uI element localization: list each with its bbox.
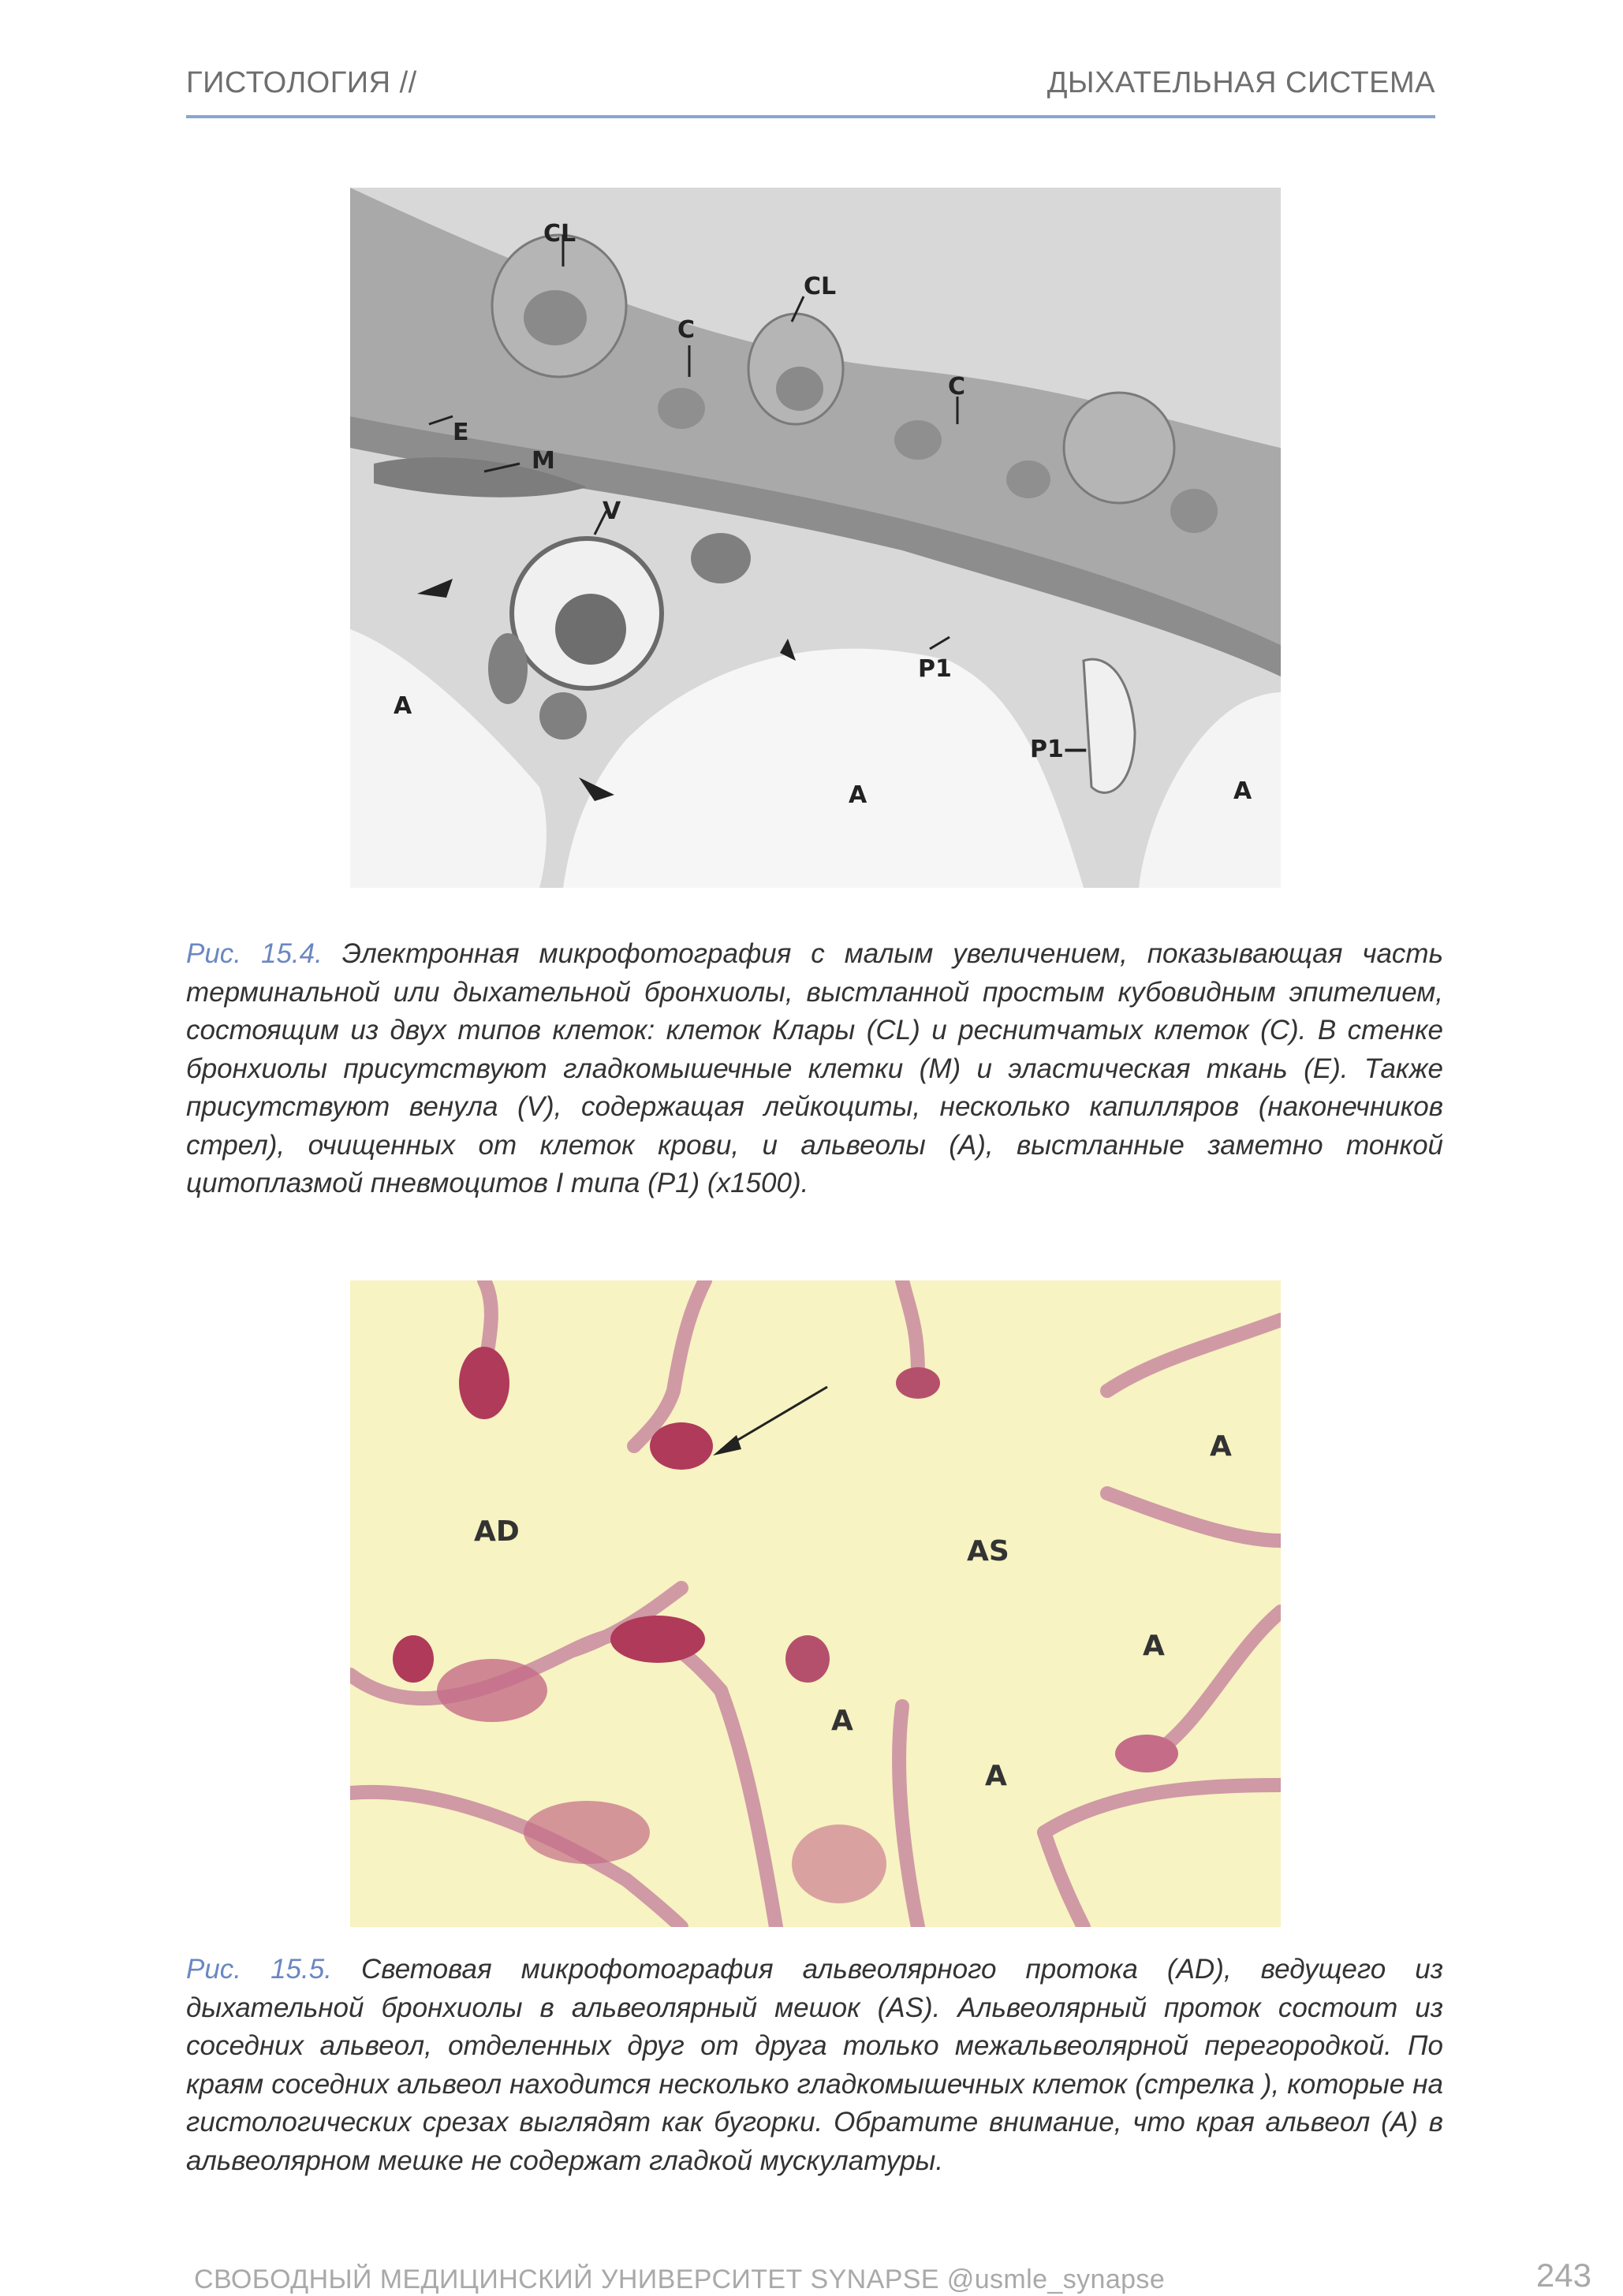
caption-text: Световая микрофотография альвеолярного протока (AD), ведущего из дыхательной бронхиолы в альвеолярный мешок (AS). Альвеолярный проток состоит из соседних альвеол, отделенных друг от друга только межальвеолярной перегородкой. По краям соседних альвеол находится несколько гладкомышечных клеток (стрелка ), которые на гистологических срезах выглядят как бугорки. Обратите внимание, что края альвеол (A) в альвеолярном мешке не содержат гладкой мускулатуры. — [186, 1954, 1443, 2176]
label-as: AS — [967, 1535, 1009, 1567]
label-v: V — [603, 498, 621, 525]
label-c-2: C — [948, 373, 966, 401]
label-a-center: A — [831, 1705, 853, 1737]
label-a-upper-right: A — [1210, 1430, 1232, 1463]
figure-15-5-caption — [186, 1951, 1443, 2180]
label-cl-1: CL — [543, 220, 576, 248]
light-micrograph-image — [350, 1280, 1281, 1927]
header-divider — [186, 115, 1435, 118]
label-cl-2: CL — [804, 273, 837, 300]
figure-number: Рис. 15.5. — [186, 1954, 332, 1985]
figure-15-5-micrograph — [350, 1280, 1281, 1927]
electron-micrograph-image — [350, 188, 1281, 888]
label-ad: AD — [474, 1515, 520, 1548]
label-p1-1: P1 — [918, 655, 952, 683]
label-p1-2: P1— — [1030, 736, 1088, 763]
figure-15-4-caption — [186, 935, 1443, 1203]
label-a-lower: A — [985, 1760, 1007, 1792]
label-m: M — [532, 447, 555, 475]
page-number: 243 — [1535, 2257, 1591, 2294]
label-a-2: A — [849, 781, 867, 809]
label-a-1: A — [394, 692, 412, 720]
caption-text: Электронная микрофотография с малым увеличением, показывающая часть терминальной или дыхательной бронхиолы, выстланной простым кубовидным эпителием, состоящим из двух типов клеток: клеток Клары (CL) и реснитчатых клеток (C). В стенке бронхиолы присутствуют гладкомышечные клетки (M) и эластическая ткань (E). Также присутствуют венула (V), содержащая лейкоциты, несколько капилляров (наконечников стрел), очищенных от клеток крови, и альвеолы (A), выстланные заметно тонкой цитоплазмой пневмоцитов I типа (P1) (x1500). — [186, 938, 1443, 1198]
footer-publisher: СВОБОДНЫЙ МЕДИЦИНСКИЙ УНИВЕРСИТЕТ SYNAPSE @usmle_synapse — [194, 2264, 1166, 2294]
header-chapter: ДЫХАТЕЛЬНАЯ СИСТЕМА — [1047, 66, 1435, 99]
label-e: E — [453, 419, 469, 446]
running-header — [186, 66, 1435, 118]
label-c-1: C — [677, 316, 696, 344]
label-a-3: A — [1233, 777, 1252, 805]
figure-15-4-micrograph — [350, 188, 1281, 888]
figure-number: Рис. 15.4. — [186, 938, 323, 969]
header-section: ГИСТОЛОГИЯ // — [186, 66, 417, 99]
label-a-right: A — [1143, 1630, 1165, 1662]
